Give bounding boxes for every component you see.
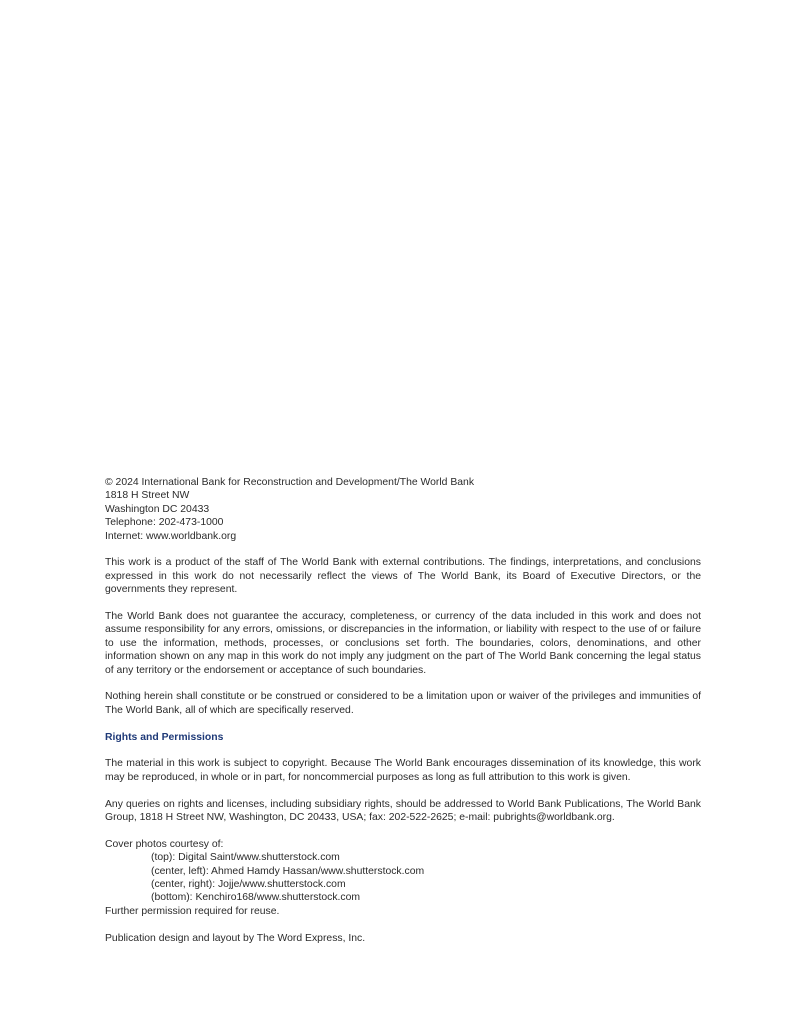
address-block	[105, 476, 701, 543]
rights-heading: Rights and Permissions	[105, 731, 224, 743]
cover-intro: Cover photos courtesy of:	[105, 838, 224, 850]
product-paragraph: This work is a product of the staff of The World Bank with external contributions. The findings, interpretations, and conclusions expressed in this work do not necessarily reflect the views of The World Bank, its Board of Executive Directors, or the governments they represent.	[105, 557, 701, 596]
street-address: 1818 H Street NW	[105, 490, 190, 502]
cover-credits	[105, 838, 701, 918]
cover-credit-bottom: (bottom): Kenchiro168/www.shutterstock.com	[151, 892, 361, 904]
copyright-line: © 2024 International Bank for Reconstruction and Development/The World Bank	[105, 477, 475, 488]
internet-address: Internet: www.worldbank.org	[105, 530, 237, 542]
telephone: Telephone: 202-473-1000	[105, 517, 224, 529]
copyright-page	[105, 476, 701, 945]
cover-credit-center-right: (center, right): Jojje/www.shutterstock.com	[151, 879, 346, 891]
cover-credit-top: (top): Digital Saint/www.shutterstock.com	[151, 852, 340, 864]
further-permission: Further permission required for reuse.	[105, 905, 280, 917]
rights-queries-paragraph: Any queries on rights and licenses, including subsidiary rights, should be addressed to World Bank Publications, The World Bank Group, 1818 H Street NW, Washington, DC 20433, USA; fax: 202-522-2625; e-mail: pubrights@worldbank.org.	[105, 798, 701, 824]
design-credit: Publication design and layout by The Word Express, Inc.	[105, 932, 366, 944]
rights-copyright-paragraph: The material in this work is subject to copyright. Because The World Bank encourages dissemination of its knowledge, this work may be reproduced, in whole or in part, for noncommercial purposes as long as full attribution to this work is given.	[105, 758, 701, 783]
guarantee-paragraph: The World Bank does not guarantee the accuracy, completeness, or currency of the data included in this work and does not assume responsibility for any errors, omissions, or discrepancies in the information, or liability with respect to the use of or failure to use the information, methods, processes, or conclusions set forth. The boundaries, colors, denominations, and other information shown on any map in this work do not imply any judgment on the part of The World Bank concerning the legal status of any territory or the endorsement or acceptance of such boundaries.	[105, 611, 701, 676]
immunities-paragraph: Nothing herein shall constitute or be construed or considered to be a limitation upon or waiver of the privileges and immunities of The World Bank, all of which are specifically reserved.	[105, 691, 701, 716]
city-address: Washington DC 20433	[105, 503, 210, 515]
cover-credit-center-left: (center, left): Ahmed Hamdy Hassan/www.shutterstock.com	[151, 865, 425, 877]
